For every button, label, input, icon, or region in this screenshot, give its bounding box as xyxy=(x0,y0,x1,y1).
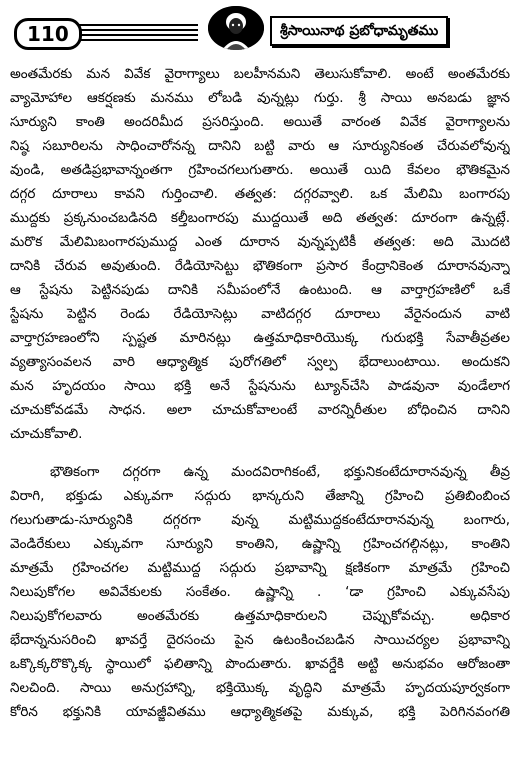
text-line: భేదాన్ననుసరించి ఖావర్తే దైరసంచు పైన ఉటంకించబడిన సాయిచర్యల ప్రభావాన్ని xyxy=(10,632,510,648)
page-number: 110 xyxy=(14,18,82,50)
text-line: ఒక్కొక్కరొక్కొక్క స్థాయిలో ఫలితాన్ని పొందుతారు. ఖావర్డేకి అట్టి అనుభవం ఆరోజంతా xyxy=(10,656,510,672)
page-body xyxy=(10,62,510,724)
text-line: మరొక మేలిమిబంగారపుముద్ద ఎంత దూరాన వున్నప్పటికీ తత్వత: అది మొదటి xyxy=(10,234,510,250)
text-line: కోరిన భక్తునికి యావజ్జీవితము ఆధ్యాత్మికతపై మక్కువ, భక్తి పెరిగినవంగతి xyxy=(10,704,510,720)
header-rule xyxy=(68,24,198,26)
paragraph-gap xyxy=(10,446,510,460)
header-rule xyxy=(68,39,198,41)
text-line: వెండిరేకులు ఎక్కువగా సూర్యుని కాంతిని, ఉష్ణాన్ని గ్రహించగల్గినట్లు, కాంతిని xyxy=(10,536,510,552)
header-rule xyxy=(68,29,198,31)
text-line: ముద్దకు ప్రక్కనుంచబడినది కల్తీబంగారపు ముద్దయితే అది తత్వత: దూరంగా ఉన్నట్లే. xyxy=(10,210,510,226)
text-line: నిలుపుకోగల అవివేకులకు సంకేతం. ఉష్ణాన్ని . ‘డా గ్రహించి ఎక్కువసేపు xyxy=(10,584,510,600)
paragraph xyxy=(10,62,510,446)
text-line: చూచుకోవాలి. xyxy=(10,426,83,442)
text-line: సూర్యుని కాంతి అందరిమీద ప్రసరిస్తుంది. అయితే వారంత వివేక వైరాగ్యాలను xyxy=(10,114,510,130)
text-line: నిలచింది. సాయి అనుగ్రహాన్ని, భక్తియొక్క వృద్ధిని మాత్రమే హృదయపూర్వకంగా xyxy=(10,680,510,696)
text-line: ఆ స్టేషను పెట్టినపుడు దానికి సమీపంలోనే ఉంటుంది. ఆ వార్తాగ్రహణిలో ఒకే xyxy=(10,282,510,298)
text-line: గలుగుతాడు-సూర్యునికి దగ్గరగా వున్న మట్టిముద్దకంటేదూరానవున్న బంగారు, xyxy=(10,512,510,528)
header-rule xyxy=(68,34,198,36)
text-line: నిష్ఠ సబూరిలను సాధించారోనన్న దానిని బట్టి వారు ఆ సూర్యునికంత చేరువలోవున్న xyxy=(10,138,510,154)
page-header xyxy=(8,6,512,50)
book-title: శ్రీసాయినాథ ప్రబోధామృతము xyxy=(270,16,448,46)
text-line: చూచుకోవడమే సాధన. అలా చూచుకోవాలంటే వారన్నిరీతుల బోధించిన దానిని xyxy=(10,402,510,418)
text-line: మన హృదయం సాయి భక్తి అనే స్టేషనును ట్యూన్‌చేసి పాడవునా వుండేలాగ xyxy=(10,378,510,394)
text-line: స్టేషను పెట్టిన రెండు రేడియోసెట్లు వాటిదగ్గర దూరాలు వేరైనందున వాటి xyxy=(10,306,510,322)
text-line: దగ్గర దూరాలు కావని గుర్తించాలి. తత్వత: దగ్గరవ్వాలి. ఒక మేలిమి బంగారపు xyxy=(10,186,510,202)
text-line: భౌతికంగా దగ్గరగా ఉన్న మందవిరాగికంటే, భక్తునికంటేదూరానవున్న తీవ్ర xyxy=(50,464,510,480)
text-line: నిలుపుకోగలవారు అంతమేరకు ఉత్తమాధికారులని చెప్పుకోవచ్చు. అధికార xyxy=(10,608,510,624)
sai-baba-portrait-icon xyxy=(208,6,264,50)
text-line: దానికి చేరువ అవుతుంది. రేడియోసెట్టు భౌతికంగా ప్రసార కేంద్రానికెంత దూరానవున్నా xyxy=(10,258,510,274)
text-line: విరాగి, భక్తుడు ఎక్కువగా సద్గురు భాన్కరుని తేజాన్ని గ్రహించి ప్రతిబింబించ xyxy=(10,488,510,504)
text-line: వ్యామోహాల ఆకర్షణకు మనము లోబడి వున్నట్లు గుర్తు. శ్రీ సాయి అనబడు జ్ఞాన xyxy=(10,90,510,106)
text-line: వుండి, అతడిప్రభావాన్నంతగా గ్రహించగలుగుతారు. అయితే యిది కేవలం భౌతికమైన xyxy=(10,162,510,178)
paragraph xyxy=(10,460,510,724)
text-line: మాత్రమే గ్రహించగల మట్టిముద్ద సద్గురు ప్రభావాన్ని క్షణికంగా మాత్రమే గ్రహించి xyxy=(10,560,510,576)
text-line: అంతమేరకు మన వివేక వైరాగ్యాలు బలహీనమని తెలుసుకోవాలి. అంటే అంతమేరకు xyxy=(10,66,510,82)
text-line: వ్యత్యాసంవలన వారి ఆధ్యాత్మిక పురోగతిలో స్వల్ప భేదాలుంటాయి. అందుకని xyxy=(10,354,510,370)
text-line: వార్తాగ్రహణంలోని స్పష్టత మారినట్లు ఉత్తమాధికారియొక్క గురుభక్తి సేవాతీవ్రతల xyxy=(10,330,510,346)
